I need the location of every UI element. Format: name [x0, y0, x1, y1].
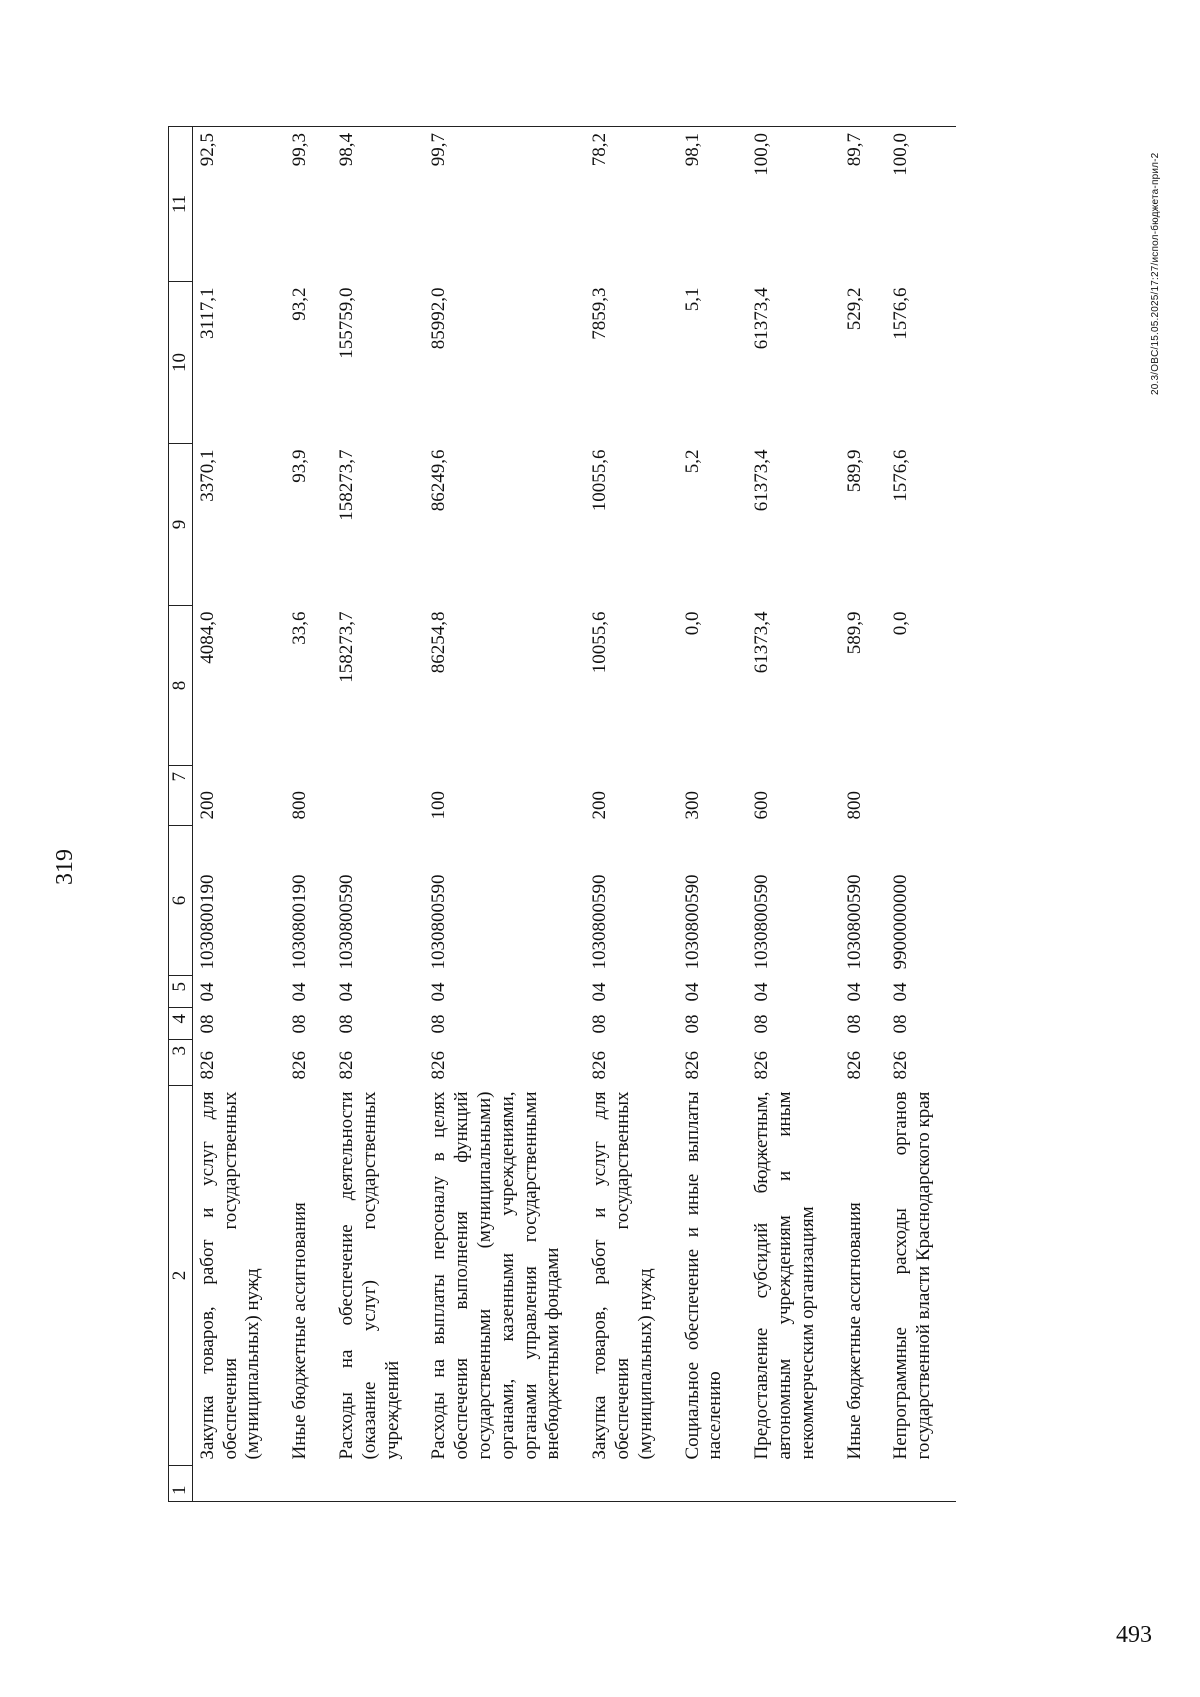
- cell-col-1: [886, 1466, 956, 1502]
- col-header: 3: [169, 1040, 193, 1086]
- side-page-number: 493: [1116, 1622, 1152, 1648]
- cell-col-11: 99,3: [285, 127, 332, 282]
- cell-col-7: 800: [289, 791, 311, 820]
- col-header: 8: [169, 606, 193, 766]
- table-row: [840, 127, 887, 1502]
- cell-col-3: 826: [196, 1051, 218, 1080]
- cell-col-1: [192, 1466, 285, 1502]
- cell-col-3: 826: [890, 1051, 912, 1080]
- cell-col-1: [424, 1466, 585, 1502]
- cell-col-6: 1030800190: [196, 874, 218, 970]
- cell-col-4: 08: [843, 1014, 865, 1034]
- table-header-row: [169, 127, 193, 1502]
- cell-col-2: Непрограммные расходы органов государственной власти Краснодарского края: [890, 1091, 935, 1460]
- cell-col-2: Расходы на обеспечение деятельности (оказание услуг) государственных учреждений: [335, 1091, 403, 1460]
- cell-col-4: 08: [681, 1014, 703, 1034]
- table-row: [285, 127, 332, 1502]
- cell-col-9: 5,2: [681, 449, 703, 474]
- cell-col-9: 86249,6: [428, 449, 450, 512]
- cell-col-1: [747, 1466, 839, 1502]
- cell-col-4: 08: [335, 1014, 357, 1034]
- table-row: [192, 127, 285, 1502]
- page-number: 319: [52, 849, 78, 885]
- cell-col-10: 3117,1: [196, 287, 218, 340]
- table-body: [192, 127, 956, 1502]
- cell-col-11: 89,7: [840, 127, 887, 282]
- col-header: 4: [169, 1008, 193, 1040]
- table-row: [585, 127, 677, 1502]
- col-header: 1: [169, 1466, 193, 1502]
- footer-code: 20.3/OBC/15.05.2025/17:27/испол-бюджета-прил-2: [1150, 152, 1161, 395]
- cell-col-3: 826: [589, 1051, 611, 1080]
- cell-col-11: 100,0: [886, 127, 956, 282]
- cell-col-6: 1030800590: [428, 874, 450, 970]
- cell-col-3: 826: [335, 1051, 357, 1080]
- cell-col-4: 08: [890, 1014, 912, 1034]
- col-header: 7: [169, 766, 193, 826]
- cell-col-7: 100: [428, 791, 450, 820]
- cell-col-10: 529,2: [843, 287, 865, 331]
- cell-col-2: Закупка товаров, работ и услуг для обеспечения государственных (муниципальных) нужд: [196, 1091, 264, 1460]
- cell-col-7: 300: [681, 791, 703, 820]
- cell-col-11: 98,4: [332, 127, 424, 282]
- cell-col-4: 08: [751, 1014, 773, 1034]
- cell-col-11: 98,1: [678, 127, 748, 282]
- cell-col-1: [332, 1466, 424, 1502]
- cell-col-8: 61373,4: [751, 611, 773, 674]
- cell-col-10: 1576,6: [890, 287, 912, 340]
- cell-col-2: Предоставление субсидий бюджетным, автономным учреждениям и иным некоммерческим организациям: [751, 1091, 818, 1460]
- cell-col-5: 04: [335, 982, 357, 1002]
- cell-col-10: 85992,0: [428, 287, 450, 350]
- cell-col-9: 3370,1: [196, 449, 218, 502]
- cell-col-6: 1030800590: [843, 874, 865, 970]
- cell-col-2: Социальное обеспечение и иные выплаты населению: [681, 1091, 726, 1460]
- cell-col-10: 5,1: [681, 287, 703, 312]
- table-row: [678, 127, 748, 1502]
- cell-col-11: 100,0: [747, 127, 839, 282]
- cell-col-6: 1030800590: [589, 874, 611, 970]
- cell-col-5: 04: [843, 982, 865, 1002]
- cell-col-4: 08: [589, 1014, 611, 1034]
- cell-col-3: 826: [681, 1051, 703, 1080]
- col-header: 10: [169, 282, 193, 444]
- cell-col-9: 93,9: [289, 449, 311, 483]
- cell-col-4: 08: [289, 1014, 311, 1034]
- table-row: [886, 127, 956, 1502]
- cell-col-3: 826: [751, 1051, 773, 1080]
- cell-col-2: Расходы на выплаты персоналу в целях обеспечения выполнения функций государственными (муниципальными) органами, казенными учреждениями, органами управления государственными внебюджетными фондами: [428, 1091, 564, 1460]
- cell-col-9: 589,9: [843, 449, 865, 493]
- cell-col-7: [332, 766, 424, 826]
- cell-col-2: Иные бюджетные ассигнования: [289, 1202, 311, 1460]
- table-row: [424, 127, 585, 1502]
- cell-col-7: 200: [589, 791, 611, 820]
- cell-col-7: 600: [751, 791, 773, 820]
- cell-col-3: 826: [843, 1051, 865, 1080]
- cell-col-4: 08: [196, 1014, 218, 1034]
- cell-col-5: 04: [589, 982, 611, 1002]
- cell-col-7: 200: [196, 791, 218, 820]
- cell-col-10: 155759,0: [335, 287, 357, 359]
- cell-col-11: 99,7: [424, 127, 585, 282]
- col-header: 2: [169, 1086, 193, 1466]
- cell-col-5: 04: [890, 982, 912, 1002]
- cell-col-8: 33,6: [289, 611, 311, 645]
- cell-col-6: 1030800590: [335, 874, 357, 970]
- col-header: 11: [169, 127, 193, 282]
- cell-col-1: [678, 1466, 748, 1502]
- cell-col-1: [585, 1466, 677, 1502]
- cell-col-11: 78,2: [585, 127, 677, 282]
- cell-col-8: 0,0: [681, 611, 703, 636]
- cell-col-7: 800: [843, 791, 865, 820]
- cell-col-10: 7859,3: [589, 287, 611, 340]
- cell-col-11: 92,5: [192, 127, 285, 282]
- cell-col-5: 04: [289, 982, 311, 1002]
- cell-col-2: Иные бюджетные ассигнования: [843, 1202, 865, 1460]
- cell-col-9: 61373,4: [751, 449, 773, 512]
- col-header: 9: [169, 444, 193, 606]
- cell-col-6: 1030800190: [289, 874, 311, 970]
- cell-col-5: 04: [196, 982, 218, 1002]
- cell-col-5: 04: [751, 982, 773, 1002]
- cell-col-8: 10055,6: [589, 611, 611, 674]
- table-row: [332, 127, 424, 1502]
- cell-col-5: 04: [681, 982, 703, 1002]
- cell-col-8: 158273,7: [335, 611, 357, 683]
- table-row: [747, 127, 839, 1502]
- cell-col-4: 08: [428, 1014, 450, 1034]
- cell-col-9: 10055,6: [589, 449, 611, 512]
- col-header: 5: [169, 976, 193, 1008]
- cell-col-3: 826: [289, 1051, 311, 1080]
- col-header: 6: [169, 826, 193, 976]
- cell-col-6: 1030800590: [681, 874, 703, 970]
- cell-col-1: [840, 1466, 887, 1502]
- cell-col-2: Закупка товаров, работ и услуг для обеспечения государственных (муниципальных) нужд: [589, 1091, 656, 1460]
- cell-col-8: 4084,0: [196, 611, 218, 664]
- cell-col-6: 9900000000: [890, 874, 912, 970]
- cell-col-6: 1030800590: [751, 874, 773, 970]
- cell-col-3: 826: [428, 1051, 450, 1080]
- cell-col-1: [285, 1466, 332, 1502]
- cell-col-9: 1576,6: [890, 449, 912, 502]
- budget-table: [168, 126, 956, 1502]
- cell-col-7: [886, 766, 956, 826]
- cell-col-5: 04: [428, 982, 450, 1002]
- cell-col-10: 93,2: [289, 287, 311, 321]
- cell-col-8: 86254,8: [428, 611, 450, 674]
- cell-col-10: 61373,4: [751, 287, 773, 350]
- cell-col-9: 158273,7: [335, 449, 357, 521]
- cell-col-8: 589,9: [843, 611, 865, 655]
- cell-col-8: 0,0: [890, 611, 912, 636]
